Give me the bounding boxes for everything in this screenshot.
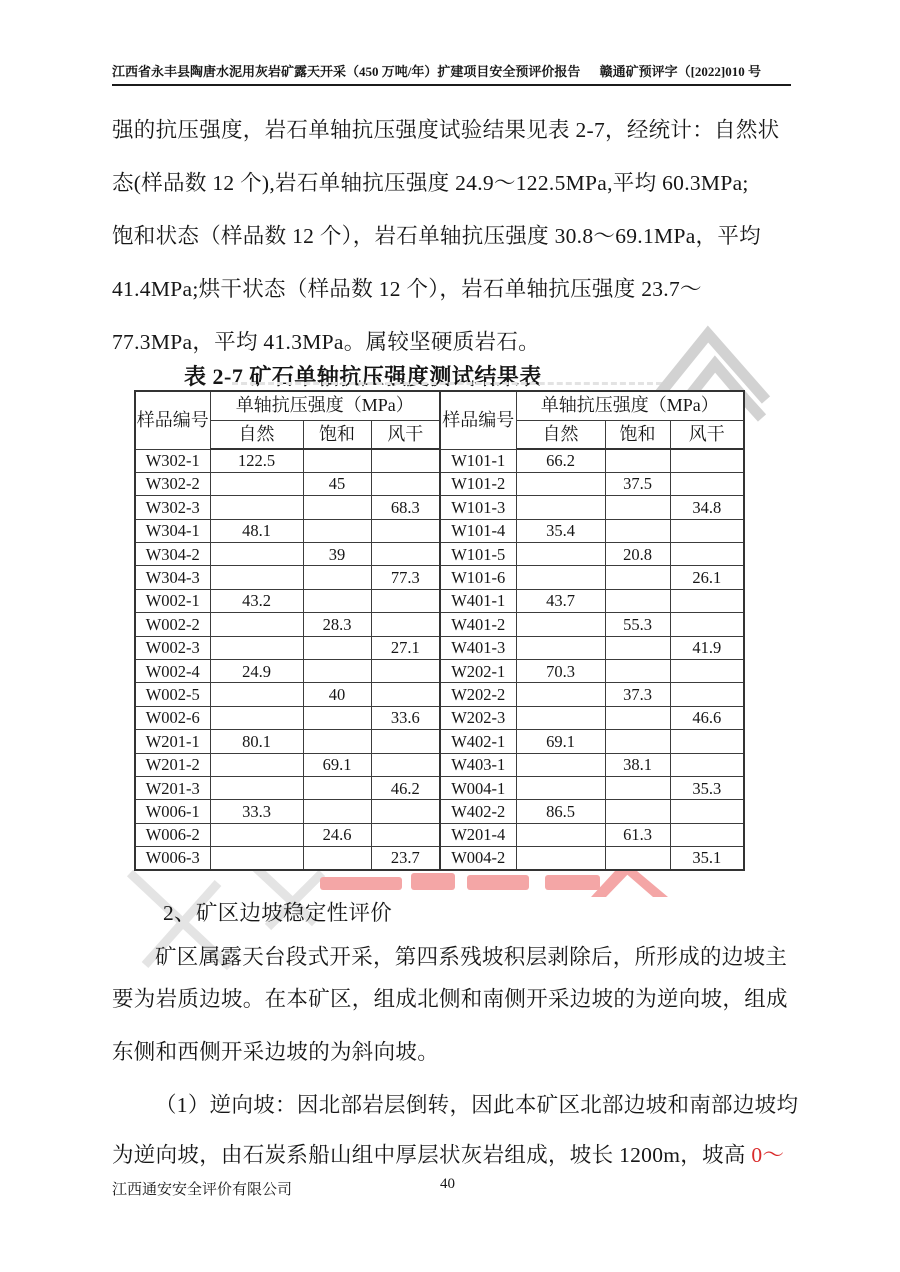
- table-cell: 33.6: [371, 706, 440, 729]
- table-cell: 68.3: [371, 496, 440, 519]
- table-cell: [371, 823, 440, 846]
- table-cell: 46.6: [670, 706, 744, 729]
- table-cell: W002-6: [135, 706, 210, 729]
- table-cell: [210, 472, 303, 495]
- table-cell: [210, 613, 303, 636]
- table-cell: [670, 823, 744, 846]
- red-highlight-text: 0～: [751, 1143, 785, 1167]
- table-cell: [516, 753, 605, 776]
- table-cell: W402-2: [440, 800, 516, 823]
- table-cell: [605, 776, 670, 799]
- table-cell: 35.4: [516, 519, 605, 542]
- paragraph-line: 强的抗压强度，岩石单轴抗压强度试验结果见表 2-7，经统计：自然状: [112, 118, 780, 142]
- paragraph-line: [112, 1143, 784, 1167]
- table-cell: [371, 730, 440, 753]
- paragraph-line: 要为岩质边坡。在本矿区，组成北侧和南侧开采边坡的为逆向坡，组成: [112, 987, 788, 1011]
- table-cell: [210, 636, 303, 659]
- table-cell: [303, 566, 371, 589]
- table-cell: [371, 683, 440, 706]
- header-doc-number: 赣通矿预评字（[2022]010 号: [599, 64, 761, 79]
- table-cell: W101-1: [440, 449, 516, 472]
- table-cell: 61.3: [605, 823, 670, 846]
- table-cell: W002-1: [135, 589, 210, 612]
- table-cell: [210, 776, 303, 799]
- table-cell: W004-1: [440, 776, 516, 799]
- table-cell: [210, 706, 303, 729]
- table-cell: [303, 800, 371, 823]
- table-cell: [371, 753, 440, 776]
- table-cell: [516, 847, 605, 870]
- table-cell: [605, 566, 670, 589]
- red-stamp-watermark-icon: [315, 869, 680, 899]
- table-header-sample-left: 样品编号: [135, 391, 210, 449]
- table-cell: 37.3: [605, 683, 670, 706]
- table-cell: [371, 449, 440, 472]
- table-cell: [210, 753, 303, 776]
- table-subheader-airdry: 风干: [670, 420, 744, 449]
- table-cell: [371, 472, 440, 495]
- table-cell: W401-2: [440, 613, 516, 636]
- table-cell: [371, 543, 440, 566]
- table-cell: [371, 589, 440, 612]
- table-cell: [303, 636, 371, 659]
- table-subheader-natural: 自然: [516, 420, 605, 449]
- table-cell: W002-3: [135, 636, 210, 659]
- table-subheader-natural: 自然: [210, 420, 303, 449]
- table-cell: 23.7: [371, 847, 440, 870]
- table-cell: [670, 589, 744, 612]
- table-cell: [516, 683, 605, 706]
- paragraph-line: 77.3MPa，平均 41.3MPa。属较坚硬质岩石。: [112, 330, 540, 354]
- table-cell: 80.1: [210, 730, 303, 753]
- table-cell: [605, 730, 670, 753]
- table-row: [135, 613, 744, 636]
- table-cell: 24.6: [303, 823, 371, 846]
- table-cell: [605, 496, 670, 519]
- table-row: [135, 472, 744, 495]
- table-row: [135, 776, 744, 799]
- header-doc-title: 江西省永丰县陶唐水泥用灰岩矿露天开采（450 万吨/年）扩建项目安全预评价报告: [112, 64, 581, 79]
- table-title: 表 2-7 矿石单轴抗压强度测试结果表: [184, 364, 542, 389]
- table-cell: 48.1: [210, 519, 303, 542]
- table-cell: [371, 613, 440, 636]
- table-cell: W004-2: [440, 847, 516, 870]
- table-row: [135, 449, 744, 472]
- table-cell: [670, 543, 744, 566]
- table-cell: W401-1: [440, 589, 516, 612]
- table-header-sample-right: 样品编号: [440, 391, 516, 449]
- paragraph-line: 矿区属露天台段式开采，第四系残坡积层剥除后，所形成的边坡主: [155, 945, 788, 969]
- table-row: [135, 683, 744, 706]
- table-cell: 55.3: [605, 613, 670, 636]
- table-cell: 40: [303, 683, 371, 706]
- paragraph-text: 为逆向坡，由石炭系船山组中厚层状灰岩组成，坡长 1200m，坡高: [112, 1143, 752, 1167]
- table-cell: [670, 519, 744, 542]
- table-cell: W002-4: [135, 660, 210, 683]
- table-cell: [303, 589, 371, 612]
- table-cell: [605, 449, 670, 472]
- table-cell: [210, 823, 303, 846]
- table-cell: W006-1: [135, 800, 210, 823]
- table-cell: W202-2: [440, 683, 516, 706]
- table-cell: [670, 730, 744, 753]
- table-row: [135, 566, 744, 589]
- table-cell: [605, 636, 670, 659]
- table-row: [135, 730, 744, 753]
- paragraph-line: 态(样品数 12 个),岩石单轴抗压强度 24.9～122.5MPa,平均 60.3MPa;: [112, 171, 749, 195]
- table-cell: [516, 613, 605, 636]
- table-cell: [303, 449, 371, 472]
- table-cell: 41.9: [670, 636, 744, 659]
- table-cell: [670, 753, 744, 776]
- table-cell: W201-2: [135, 753, 210, 776]
- table-cell: [605, 847, 670, 870]
- table-cell: [210, 683, 303, 706]
- table-cell: [605, 800, 670, 823]
- table-cell: [303, 519, 371, 542]
- table-cell: [516, 472, 605, 495]
- table-subheader-saturated: 饱和: [605, 420, 670, 449]
- table-cell: [516, 566, 605, 589]
- table-row: [135, 519, 744, 542]
- table-cell: [516, 823, 605, 846]
- table-cell: 20.8: [605, 543, 670, 566]
- table-cell: W101-5: [440, 543, 516, 566]
- table-cell: 35.3: [670, 776, 744, 799]
- table-cell: W304-3: [135, 566, 210, 589]
- table-cell: [670, 613, 744, 636]
- table-cell: 66.2: [516, 449, 605, 472]
- table-cell: 69.1: [303, 753, 371, 776]
- table-cell: W201-4: [440, 823, 516, 846]
- table-cell: W101-4: [440, 519, 516, 542]
- table-cell: [516, 776, 605, 799]
- table-cell: 122.5: [210, 449, 303, 472]
- table-cell: [670, 800, 744, 823]
- table-cell: 38.1: [605, 753, 670, 776]
- table-row: [135, 706, 744, 729]
- table-cell: [303, 847, 371, 870]
- table-cell: [210, 566, 303, 589]
- table-cell: [605, 589, 670, 612]
- table-row: [135, 800, 744, 823]
- table-cell: W202-1: [440, 660, 516, 683]
- table-cell: W101-2: [440, 472, 516, 495]
- paragraph-line: 41.4MPa;烘干状态（样品数 12 个），岩石单轴抗压强度 23.7～: [112, 277, 702, 301]
- table-cell: W201-1: [135, 730, 210, 753]
- table-cell: W401-3: [440, 636, 516, 659]
- table-row: [135, 847, 744, 870]
- table-cell: [303, 776, 371, 799]
- strength-table: [134, 390, 745, 871]
- table-cell: 70.3: [516, 660, 605, 683]
- table-cell: 77.3: [371, 566, 440, 589]
- table-cell: W302-3: [135, 496, 210, 519]
- table-cell: W302-1: [135, 449, 210, 472]
- table-row: [135, 660, 744, 683]
- table-cell: W006-2: [135, 823, 210, 846]
- table-cell: 43.2: [210, 589, 303, 612]
- table-cell: W304-1: [135, 519, 210, 542]
- table-header-group-left: 单轴抗压强度（MPa）: [210, 391, 440, 420]
- table-cell: W101-6: [440, 566, 516, 589]
- table-cell: W403-1: [440, 753, 516, 776]
- table-cell: [670, 683, 744, 706]
- table-row: [135, 753, 744, 776]
- table-cell: W402-1: [440, 730, 516, 753]
- table-cell: [670, 472, 744, 495]
- paragraph-line: 饱和状态（样品数 12 个），岩石单轴抗压强度 30.8～69.1MPa，平均: [112, 224, 761, 248]
- paragraph-line: （1）逆向坡：因北部岩层倒转，因此本矿区北部边坡和南部边坡均: [155, 1093, 799, 1117]
- table-cell: 28.3: [303, 613, 371, 636]
- table-row: [135, 496, 744, 519]
- table-cell: [303, 730, 371, 753]
- table-cell: [605, 519, 670, 542]
- table-cell: 39: [303, 543, 371, 566]
- table-cell: 26.1: [670, 566, 744, 589]
- table-cell: W006-3: [135, 847, 210, 870]
- table-cell: 43.7: [516, 589, 605, 612]
- table-cell: 45: [303, 472, 371, 495]
- covered-watermark-remnant: [232, 382, 662, 385]
- table-cell: W002-2: [135, 613, 210, 636]
- table-cell: [605, 706, 670, 729]
- table-cell: 69.1: [516, 730, 605, 753]
- table-cell: 46.2: [371, 776, 440, 799]
- table-cell: W202-3: [440, 706, 516, 729]
- table-cell: 33.3: [210, 800, 303, 823]
- table-cell: [371, 519, 440, 542]
- table-cell: W101-3: [440, 496, 516, 519]
- table-row: [135, 543, 744, 566]
- table-row: [135, 823, 744, 846]
- table-cell: [210, 847, 303, 870]
- footer-company: 江西通安安全评价有限公司: [112, 1182, 293, 1198]
- table-subheader-airdry: 风干: [371, 420, 440, 449]
- table-row: [135, 589, 744, 612]
- table-cell: [371, 800, 440, 823]
- header-rule: [112, 84, 791, 86]
- table-cell: 24.9: [210, 660, 303, 683]
- table-cell: [670, 449, 744, 472]
- page-number: 40: [440, 1176, 455, 1192]
- table-cell: [516, 636, 605, 659]
- table-cell: 34.8: [670, 496, 744, 519]
- table-cell: 27.1: [371, 636, 440, 659]
- table-cell: [303, 660, 371, 683]
- table-row: [135, 636, 744, 659]
- table-cell: 35.1: [670, 847, 744, 870]
- table-cell: [210, 543, 303, 566]
- table-cell: 86.5: [516, 800, 605, 823]
- table-cell: [303, 496, 371, 519]
- table-cell: W201-3: [135, 776, 210, 799]
- table-cell: [516, 496, 605, 519]
- table-subheader-saturated: 饱和: [303, 420, 371, 449]
- table-header-group-right: 单轴抗压强度（MPa）: [516, 391, 744, 420]
- table-cell: [210, 496, 303, 519]
- table-cell: W304-2: [135, 543, 210, 566]
- table-cell: [516, 706, 605, 729]
- table-cell: [516, 543, 605, 566]
- table-cell: 37.5: [605, 472, 670, 495]
- table-cell: [303, 706, 371, 729]
- paragraph-line: 东侧和西侧开采边坡的为斜向坡。: [112, 1040, 440, 1064]
- table-cell: [605, 660, 670, 683]
- table-cell: [670, 660, 744, 683]
- table-cell: [371, 660, 440, 683]
- section-heading: 2、矿区边坡稳定性评价: [163, 901, 393, 925]
- table-cell: W302-2: [135, 472, 210, 495]
- table-cell: W002-5: [135, 683, 210, 706]
